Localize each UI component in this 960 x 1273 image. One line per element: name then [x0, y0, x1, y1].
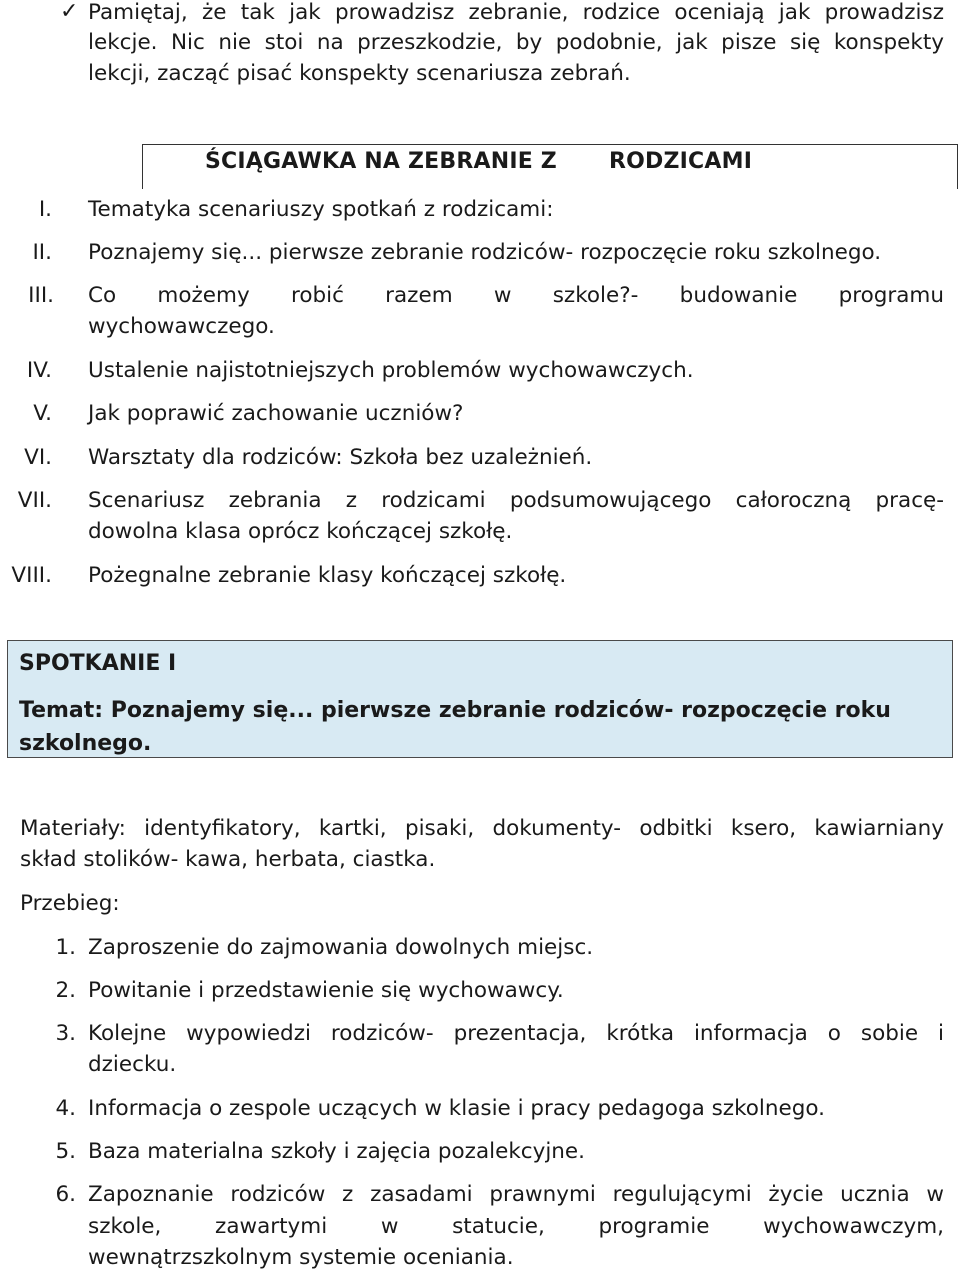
- list-item: Co możemy robić razem w szkole?- budowanie programu: [88, 283, 944, 308]
- step-number: 1.: [55, 935, 76, 960]
- step-item: Zaproszenie do zajmowania dowolnych miejsc.: [88, 935, 594, 960]
- materials-line-1: Materiały: identyfikatory, kartki, pisaki, dokumenty- odbitki ksero, kawiarniany: [20, 816, 944, 841]
- step-item: Zapoznanie rodziców z zasadami prawnymi regulującymi życie ucznia w: [88, 1182, 944, 1207]
- list-item-number: I.: [38, 197, 52, 222]
- list-item: Warsztaty dla rodziców: Szkoła bez uzależnień.: [88, 445, 593, 470]
- course-label: Przebieg:: [20, 891, 120, 916]
- cheatsheet-title-suffix: RODZICAMI: [609, 149, 753, 174]
- cheatsheet-title-box: [142, 144, 958, 189]
- list-item-continuation: dowolna klasa oprócz kończącej szkołę.: [88, 519, 513, 544]
- list-item-number: VII.: [17, 488, 52, 513]
- step-item: Powitanie i przedstawienie się wychowawcy.: [88, 978, 564, 1003]
- list-item: Pożegnalne zebranie klasy kończącej szkołę.: [88, 563, 567, 588]
- list-item-number: VIII.: [11, 563, 52, 588]
- intro-line-3: lekcji, zacząć pisać konspekty scenariusza zebrań.: [88, 61, 631, 86]
- step-item: Informacja o zespole uczących w klasie i pracy pedagoga szkolnego.: [88, 1096, 826, 1121]
- meeting-header-box: [7, 640, 953, 758]
- list-item: Tematyka scenariuszy spotkań z rodzicami:: [88, 197, 554, 222]
- step-item: Kolejne wypowiedzi rodziców- prezentacja, krótka informacja o sobie i: [88, 1021, 944, 1046]
- cheatsheet-title: ŚCIĄGAWKA NA ZEBRANIE Z: [205, 149, 557, 174]
- step-number: 6.: [55, 1182, 76, 1207]
- list-item: Jak poprawić zachowanie uczniów?: [88, 401, 464, 426]
- step-number: 2.: [55, 978, 76, 1003]
- list-item: Poznajemy się... pierwsze zebranie rodziców- rozpoczęcie roku szkolnego.: [88, 240, 882, 265]
- meeting-heading: SPOTKANIE I: [19, 651, 177, 676]
- step-number: 4.: [55, 1096, 76, 1121]
- step-number: 5.: [55, 1139, 76, 1164]
- checkmark-icon: ✓: [60, 0, 79, 24]
- step-item-continuation: dziecku.: [88, 1052, 177, 1077]
- list-item-number: II.: [32, 240, 52, 265]
- materials-line-2: skład stolików- kawa, herbata, ciastka.: [20, 847, 436, 872]
- list-item-number: III.: [28, 283, 54, 308]
- step-item: Baza materialna szkoły i zajęcia pozalekcyjne.: [88, 1139, 585, 1164]
- step-item-continuation: szkole, zawartymi w statucie, programie wychowawczym,: [88, 1214, 944, 1239]
- meeting-topic: Temat: Poznajemy się... pierwsze zebranie rodziców- rozpoczęcie roku szkolnego.: [19, 698, 891, 756]
- intro-line-2: lekcje. Nic nie stoi na przeszkodzie, by podobnie, jak pisze się konspekty: [88, 30, 944, 55]
- step-item-continuation: wewnątrzszkolnym systemie oceniania.: [88, 1245, 514, 1270]
- list-item-number: VI.: [24, 445, 52, 470]
- list-item: Scenariusz zebrania z rodzicami podsumowującego całoroczną pracę-: [88, 488, 944, 513]
- list-item-continuation: wychowawczego.: [88, 314, 275, 339]
- list-item-number: V.: [33, 401, 52, 426]
- step-number: 3.: [55, 1021, 76, 1046]
- list-item: Ustalenie najistotniejszych problemów wychowawczych.: [88, 358, 694, 383]
- list-item-number: IV.: [26, 358, 52, 383]
- intro-line-1: Pamiętaj, że tak jak prowadzisz zebranie, rodzice oceniają jak prowadzisz: [88, 0, 944, 25]
